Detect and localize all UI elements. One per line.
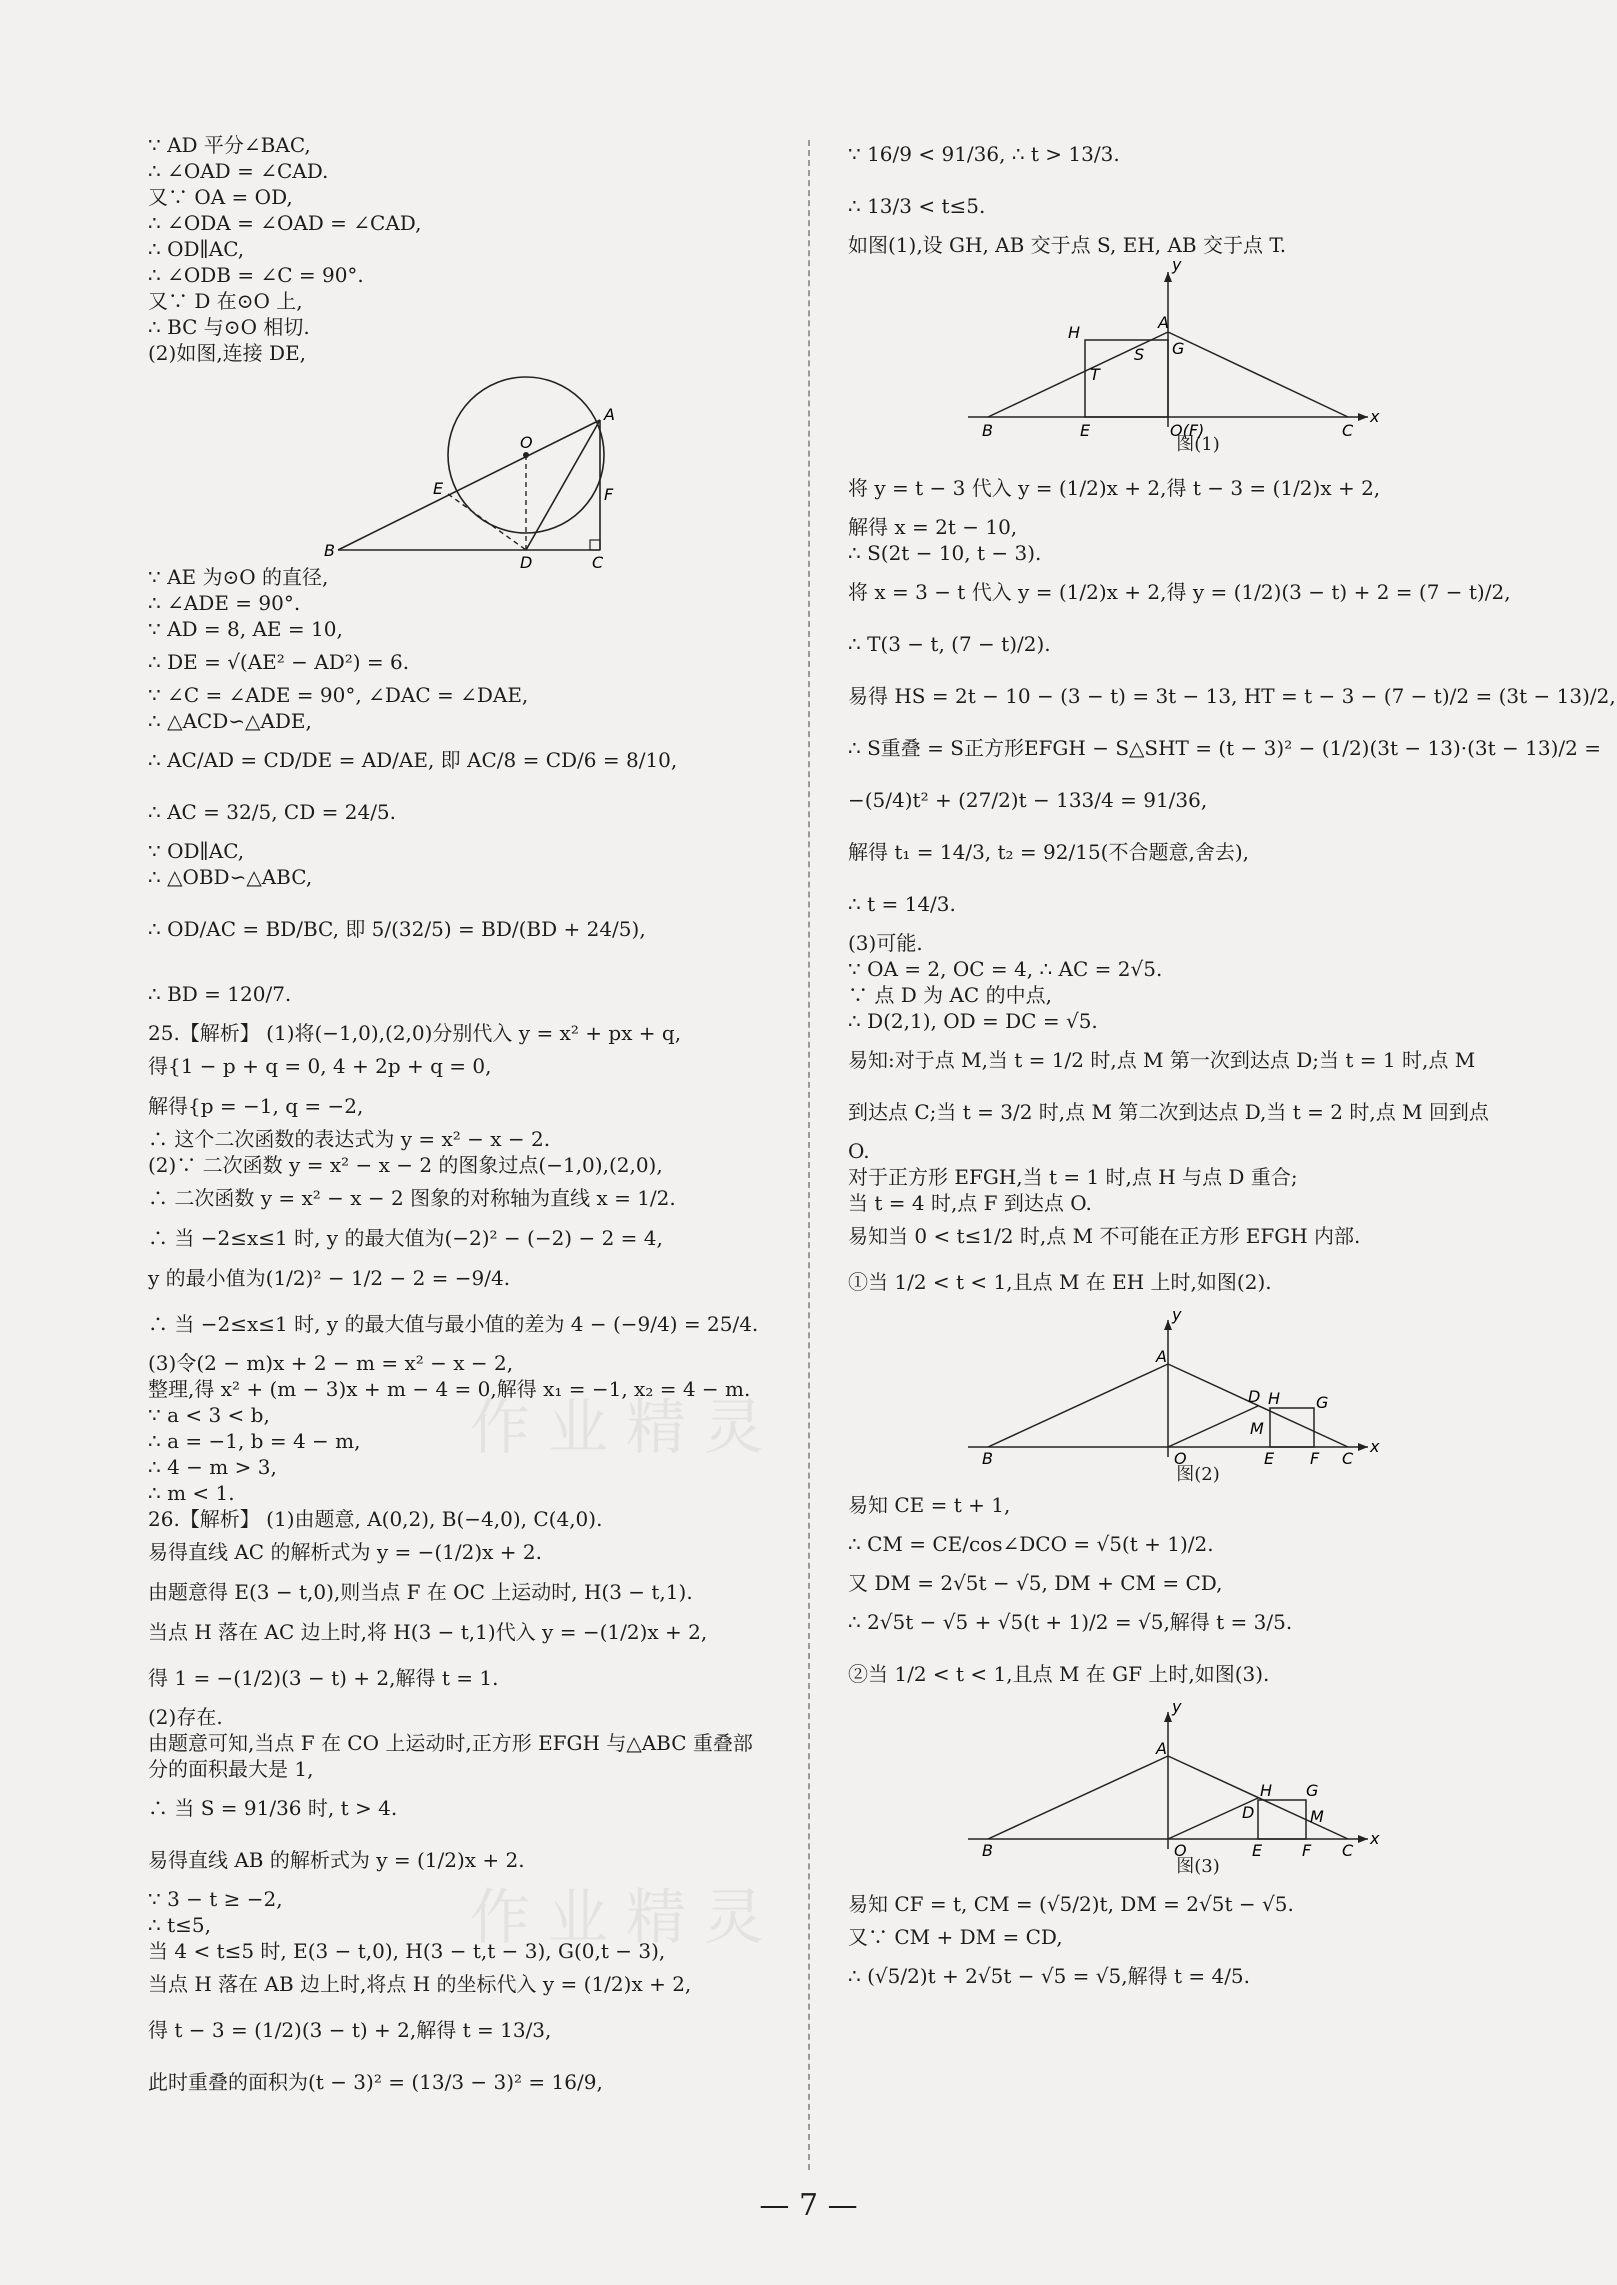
text-line: 由题意可知,当点 F 在 CO 上运动时,正方形 EFGH 与△ABC 重叠部 [148,1731,753,1755]
text-line: ∴ 二次函数 y = x² − x − 2 图象的对称轴为直线 x = 1/2. [148,1186,676,1210]
label-o: O [1174,1841,1187,1860]
text-line: ∴ S(2t − 10, t − 3). [848,541,1042,565]
text-line: 整理,得 x² + (m − 3)x + m − 4 = 0,解得 x₁ = −1, x₂ = 4 − m. [148,1377,751,1401]
figure-3 [848,1697,1548,1880]
figure-1-caption: 图(1) [1176,434,1220,455]
line-ba [338,420,600,550]
label-e: E [1080,421,1091,440]
text-line: ①当 1/2 < t < 1,且点 M 在 EH 上时,如图(2). [848,1270,1272,1294]
square-efgh [1258,1800,1306,1839]
label-e: E [1264,1449,1275,1468]
text-line: ∴ D(2,1), OD = DC = √5. [848,1009,1098,1033]
label-f: F [604,485,614,504]
label-s: S [1134,345,1145,364]
text-line: 如图(1),设 GH, AB 交于点 S, EH, AB 交于点 T. [848,233,1287,257]
x-axis-arrow [1358,1443,1368,1451]
text-line: y 的最小值为(1/2)² − 1/2 − 2 = −9/4. [148,1266,511,1290]
label-g: G [1316,1393,1329,1412]
text-line: ∴ OD∥AC, [148,237,245,261]
text-line: (2)∵ 二次函数 y = x² − x − 2 的图象过点(−1,0),(2,0), [148,1153,663,1177]
text-line: (2)存在. [148,1705,223,1729]
text-line: 25.【解析】 (1)将(−1,0),(2,0)分别代入 y = x² + px + q, [148,1021,682,1045]
text-line: ∵ 点 D 为 AC 的中点, [848,983,1052,1007]
line-ad [526,420,600,550]
line-od [1168,1406,1258,1447]
column-divider [808,140,810,2170]
label-c: C [1342,1449,1354,1468]
circle-figure [148,370,848,572]
text-line: ∵ AD 平分∠BAC, [148,133,311,157]
watermark: 作业精灵 [470,1883,782,1953]
text-line: 又∵ D 在⊙O 上, [148,289,303,313]
x-axis-arrow [1358,413,1368,421]
label-c: C [1342,1841,1354,1860]
text-line: ∴ AC/AD = CD/DE = AD/AE, 即 AC/8 = CD/6 = 8/10, [148,748,678,772]
text-line: 又∵ CM + DM = CD, [848,1925,1063,1949]
page-number: — 7 — [759,2188,858,2223]
text-line: 将 y = t − 3 代入 y = (1/2)x + 2,得 t − 3 = (1/2)x + 2, [848,476,1381,500]
label-c: C [592,553,604,572]
y-axis-arrow [1164,1712,1172,1722]
text-line: 当 t = 4 时,点 F 到达点 O. [848,1191,1092,1215]
text-line: ∴ S重叠 = S正方形EFGH − S△SHT = (t − 3)² − (1/2)(3t − 13)·(3t − 13)/2 = [848,736,1601,760]
label-c: C [1342,421,1354,440]
text-line: 26.【解析】 (1)由题意, A(0,2), B(−4,0), C(4,0). [148,1507,603,1531]
y-axis-arrow [1164,1320,1172,1330]
text-line: ∴ 13/3 < t≤5. [848,194,986,218]
text-line: 又∵ OA = OD, [148,185,293,209]
text-line: ∴ t = 14/3. [848,892,956,916]
figure-3-caption: 图(3) [1176,1856,1220,1877]
label-b: B [324,541,335,560]
text-line: 分的面积最大是 1, [148,1757,314,1781]
label-o: O [520,433,533,452]
figure-1 [848,255,1548,458]
circle-diagram [148,370,848,572]
label-h: H [1068,323,1081,342]
label-x: x [1370,1437,1380,1456]
text-line: ∵ OA = 2, OC = 4, ∴ AC = 2√5. [848,957,1163,981]
point-o [523,452,529,458]
label-o: O [1174,1449,1187,1468]
label-e: E [433,479,444,498]
text-line: ∴ DE = √(AE² − AD²) = 6. [148,650,410,674]
text-line: 到达点 C;当 t = 3/2 时,点 M 第二次到达点 D,当 t = 2 时,点 M 回到点 [848,1100,1489,1124]
text-line: 易得 HS = 2t − 10 − (3 − t) = 3t − 13, HT = t − 3 − (7 − t)/2 = (3t − 13)/2, [848,684,1616,708]
text-line: 当点 H 落在 AB 边上时,将点 H 的坐标代入 y = (1/2)x + 2, [148,1972,692,1996]
right-column [848,128,1616,2002]
label-h: H [1260,1781,1273,1800]
text-line: ∴ △ACD∽△ADE, [148,709,312,733]
label-y: y [1172,1697,1182,1716]
figure-2-caption: 图(2) [1176,1464,1220,1485]
label-d: D [1248,1387,1261,1406]
text-line: ∴ ∠ODB = ∠C = 90°. [148,263,364,287]
text-line: 易得直线 AC 的解析式为 y = −(1/2)x + 2. [148,1540,542,1564]
label-h: H [1268,1389,1281,1408]
line-ab [988,1364,1168,1447]
text-line: ∴ BD = 120/7. [148,982,292,1006]
label-d: D [1242,1803,1255,1822]
text-line: ∴ (√5/2)t + 2√5t − √5 = √5,解得 t = 4/5. [848,1964,1251,1988]
text-line: 得{1 − p + q = 0, 4 + 2p + q = 0, [148,1054,492,1078]
label-y: y [1172,255,1182,274]
line-ab [988,1756,1168,1839]
text-line: −(5/4)t² + (27/2)t − 133/4 = 91/36, [848,788,1208,812]
text-line: ∴ 当 S = 91/36 时, t > 4. [148,1796,398,1820]
text-line: ∴ m < 1. [148,1481,235,1505]
text-line: 又 DM = 2√5t − √5, DM + CM = CD, [848,1571,1223,1595]
label-b: B [982,1841,993,1860]
label-f: F [1302,1841,1312,1860]
text-line: ∵ AD = 8, AE = 10, [148,617,343,641]
label-m: M [1310,1807,1324,1826]
text-line: 解得 t₁ = 14/3, t₂ = 92/15(不合题意,舍去), [848,840,1249,864]
line-ac [1168,332,1348,417]
text-line: ∴ t≤5, [148,1913,211,1937]
right-angle-c [590,540,600,550]
text-line: ∴ 当 −2≤x≤1 时, y 的最大值与最小值的差为 4 − (−9/4) = 25/4. [148,1312,759,1336]
text-line: ∴ CM = CE/cos∠DCO = √5(t + 1)/2. [848,1532,1214,1556]
text-line: ②当 1/2 < t < 1,且点 M 在 GF 上时,如图(3). [848,1662,1270,1686]
label-a: A [1158,313,1169,332]
label-of: O(F) [1170,421,1205,440]
text-line: 对于正方形 EFGH,当 t = 1 时,点 H 与点 D 重合; [848,1165,1298,1189]
figure-2-diagram [848,1305,1548,1468]
label-e: E [1252,1841,1263,1860]
label-g: G [1306,1781,1319,1800]
text-line: 解得 x = 2t − 10, [848,515,1018,539]
text-line: (3)令(2 − m)x + 2 − m = x² − x − 2, [148,1351,514,1375]
left-column [148,132,848,2108]
text-line: ∴ 当 −2≤x≤1 时, y 的最大值为(−2)² − (−2) − 2 = 4, [148,1226,663,1250]
watermark: 作业精灵 [470,1393,782,1463]
text-line: 将 x = 3 − t 代入 y = (1/2)x + 2,得 y = (1/2)(3 − t) + 2 = (7 − t)/2, [848,580,1511,604]
text-line: ∴ △OBD∽△ABC, [148,865,313,889]
text-line: ∴ 这个二次函数的表达式为 y = x² − x − 2. [148,1127,551,1151]
text-line: ∴ BC 与⊙O 相切. [148,315,310,339]
label-b: B [982,1449,993,1468]
text-line: 此时重叠的面积为(t − 3)² = (13/3 − 3)² = 16/9, [148,2070,603,2094]
text-line: ∴ 4 − m > 3, [148,1455,277,1479]
text-line: (3)可能. [848,931,923,955]
label-a: A [604,405,615,424]
label-a: A [1156,1347,1167,1366]
text-line: 当 4 < t≤5 时, E(3 − t,0), H(3 − t,t − 3), G(0,t − 3), [148,1939,666,1963]
line-ed [448,494,526,550]
text-line: ∴ AC = 32/5, CD = 24/5. [148,800,397,824]
text-line: O. [848,1139,870,1163]
text-line: ∵ ∠C = ∠ADE = 90°, ∠DAC = ∠DAE, [148,683,529,707]
text-line: 易知 CF = t, CM = (√5/2)t, DM = 2√5t − √5. [848,1892,1294,1916]
text-line: ∵ 3 − t ≥ −2, [148,1887,283,1911]
text-line: 由题意得 E(3 − t,0),则当点 F 在 OC 上运动时, H(3 − t,1). [148,1580,693,1604]
label-f: F [1310,1449,1320,1468]
label-b: B [982,421,993,440]
text-line: (2)如图,连接 DE, [148,341,307,365]
text-line: ∴ a = −1, b = 4 − m, [148,1429,361,1453]
text-line: 易得直线 AB 的解析式为 y = (1/2)x + 2. [148,1848,525,1872]
text-line: ∴ 2√5t − √5 + √5(t + 1)/2 = √5,解得 t = 3/5. [848,1610,1293,1634]
text-line: ∵ OD∥AC, [148,839,245,863]
figure-3-diagram [848,1697,1548,1860]
label-x: x [1370,407,1380,426]
text-line: ∵ AE 为⊙O 的直径, [148,565,329,589]
x-axis-arrow [1358,1835,1368,1843]
label-a: A [1156,1739,1167,1758]
label-m: M [1250,1419,1264,1438]
text-line: 得 1 = −(1/2)(3 − t) + 2,解得 t = 1. [148,1666,499,1690]
text-line: ∵ a < 3 < b, [148,1403,270,1427]
text-line: 当点 H 落在 AC 边上时,将 H(3 − t,1)代入 y = −(1/2)x + 2, [148,1620,708,1644]
text-line: ∴ ∠ADE = 90°. [148,591,301,615]
text-line: 易知 CE = t + 1, [848,1493,1011,1517]
text-line: ∴ ∠OAD = ∠CAD. [148,159,329,183]
text-line: 易知当 0 < t≤1/2 时,点 M 不可能在正方形 EFGH 内部. [848,1224,1361,1248]
label-y: y [1172,1305,1182,1324]
label-x: x [1370,1829,1380,1848]
text-line: 易知:对于点 M,当 t = 1/2 时,点 M 第一次到达点 D;当 t = 1 时,点 M [848,1048,1476,1072]
text-line: ∴ ∠ODA = ∠OAD = ∠CAD, [148,211,422,235]
text-line: 解得{p = −1, q = −2, [148,1094,364,1118]
figure-1-diagram [848,255,1548,440]
text-line: ∴ T(3 − t, (7 − t)/2). [848,632,1051,656]
text-line: ∴ OD/AC = BD/BC, 即 5/(32/5) = BD/(BD + 24/5), [148,917,646,941]
text-line: ∵ 16/9 < 91/36, ∴ t > 13/3. [848,142,1120,166]
label-t: T [1090,365,1100,384]
y-axis-arrow [1164,272,1172,282]
text-line: 得 t − 3 = (1/2)(3 − t) + 2,解得 t = 13/3, [148,2018,552,2042]
label-g: G [1172,339,1185,358]
label-d: D [520,553,533,572]
figure-2 [848,1305,1548,1488]
